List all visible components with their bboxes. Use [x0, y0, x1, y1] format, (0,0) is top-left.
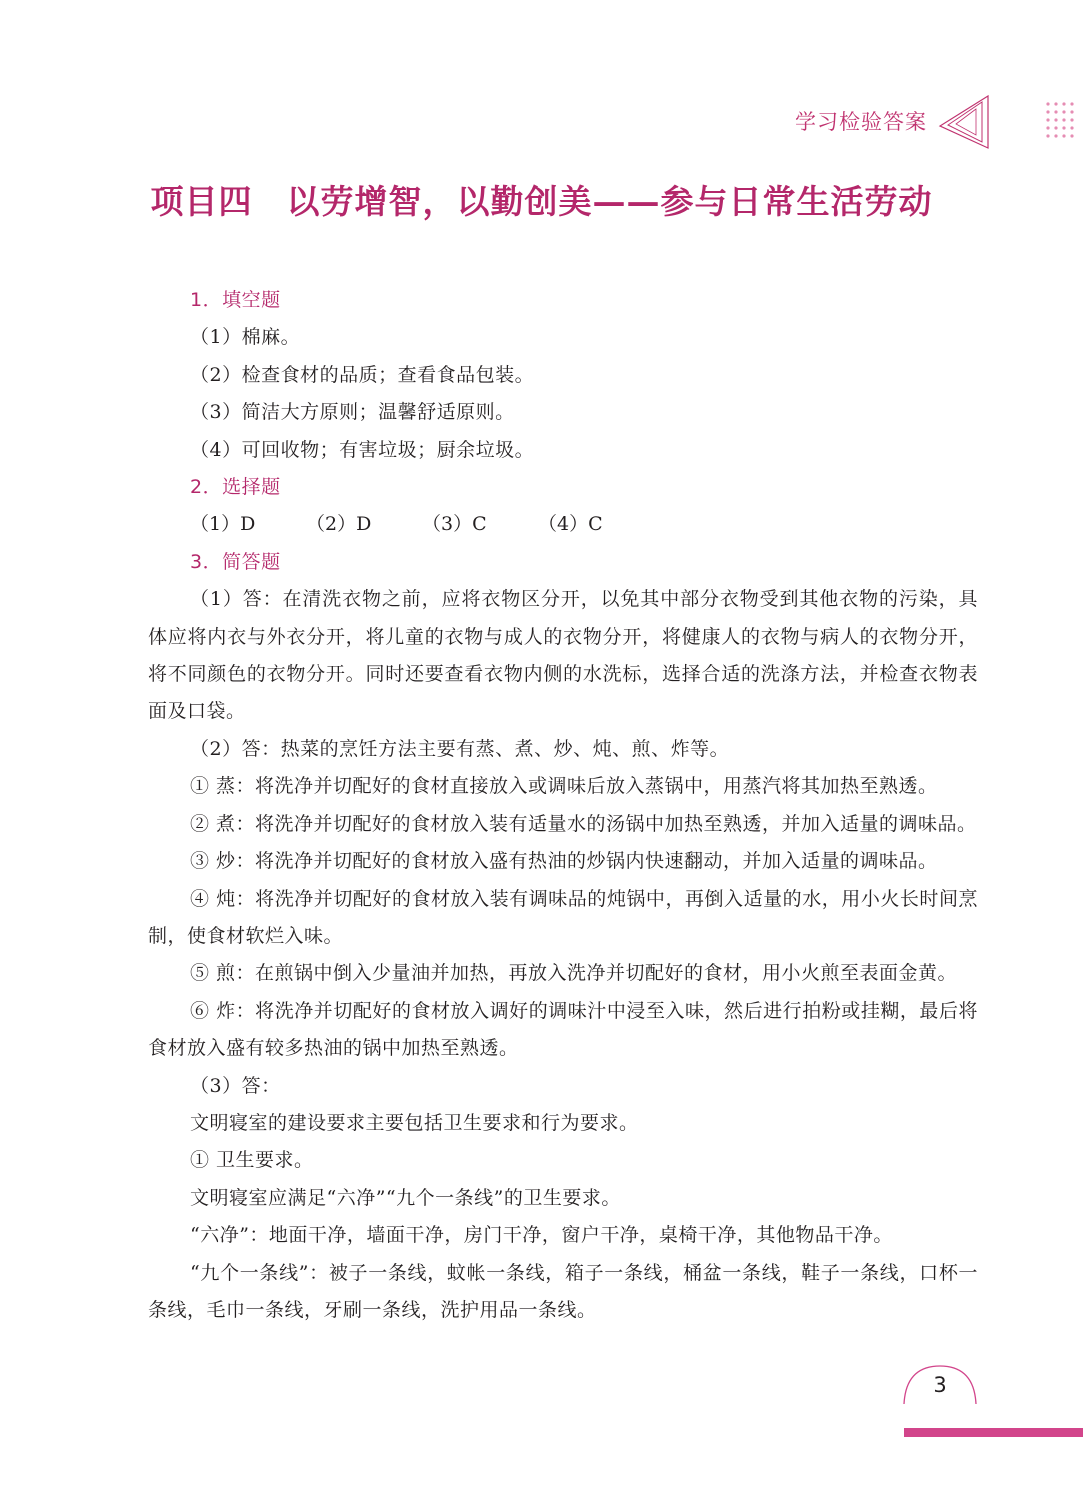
- short-answer-paragraph: ① 蒸：将洗净并切配好的食材直接放入或调味后放入蒸锅中，用蒸汽将其加热至熟透。: [190, 775, 938, 798]
- section-heading-choice: 2．选择题: [190, 476, 281, 499]
- choice-answer: （3）C: [422, 513, 487, 536]
- section-heading-short: 3．简答题: [190, 550, 281, 573]
- header-label: 学习检验答案: [795, 110, 927, 134]
- choice-answers: [148, 506, 978, 543]
- footer-bar: [904, 1428, 1083, 1437]
- fill-answer: （3）简洁大方原则；温馨舒适原则。: [190, 401, 515, 424]
- fill-answer: （1）棉麻。: [190, 326, 301, 349]
- page-title: 项目四 以劳增智，以勤创美——参与日常生活劳动: [150, 182, 933, 221]
- dot-grid-icon: [1045, 100, 1081, 140]
- short-answer-paragraph: ① 卫生要求。: [190, 1149, 314, 1172]
- triangle-logo-icon: [936, 92, 994, 152]
- short-answer-paragraph: ③ 炒：将洗净并切配好的食材放入盛有热油的炒锅内快速翻动，并加入适量的调味品。: [190, 850, 938, 873]
- short-answer-paragraph: “九个一条线”：被子一条线，蚊帐一条线，箱子一条线，桶盆一条线，鞋子一条线，口杯一条线，毛巾一条线，牙刷一条线，洗护用品一条线。: [148, 1261, 978, 1321]
- section-heading-fill: 1．填空题: [190, 289, 281, 311]
- short-answer-paragraph: （3）答：: [190, 1074, 281, 1097]
- short-answer-paragraph: （2）答：热菜的烹饪方法主要有蒸、煮、炒、炖、煎、炸等。: [190, 737, 730, 760]
- short-answer-paragraph: 文明寝室应满足“六净”“九个一条线”的卫生要求。: [190, 1186, 621, 1209]
- choice-answer: （2）D: [306, 513, 372, 536]
- choice-answer: （4）C: [538, 513, 603, 536]
- choice-answer: （1）D: [190, 513, 256, 536]
- short-answer-paragraph: （1）答：在清洗衣物之前，应将衣物区分开，以免其中部分衣物受到其他衣物的污染，具体应将内衣与外衣分开，将儿童的衣物与成人的衣物分开，将健康人的衣物与病人的衣物分开，将不同颜色的衣物分开。同时还要查看衣物内侧的水洗标，选择合适的洗涤方法，并检查衣物表面及口袋。: [148, 588, 978, 723]
- short-answer-paragraph: ⑤ 煎：在煎锅中倒入少量油并加热，再放入洗净并切配好的食材，用小火煎至表面金黄。: [190, 962, 958, 985]
- answer-content: [148, 282, 978, 1329]
- fill-answer: （4）可回收物；有害垃圾；厨余垃圾。: [190, 438, 535, 461]
- fill-answer: （2）检查食材的品质；查看食品包装。: [190, 363, 535, 386]
- short-answer-paragraph: ④ 炖：将洗净并切配好的食材放入装有调味品的炖锅中，再倒入适量的水，用小火长时间烹制，使食材软烂入味。: [148, 887, 978, 947]
- short-answer-paragraph: “六净”：地面干净，墙面干净，房门干净，窗户干净，桌椅干净，其他物品干净。: [190, 1224, 893, 1247]
- short-answer-paragraph: 文明寝室的建设要求主要包括卫生要求和行为要求。: [190, 1111, 639, 1134]
- short-answer-paragraph: ⑥ 炸：将洗净并切配好的食材放入调好的调味汁中浸至入味，然后进行拍粉或挂糊，最后将食材放入盛有较多热油的锅中加热至熟透。: [148, 999, 978, 1060]
- short-answer-paragraph: ② 煮：将洗净并切配好的食材放入装有适量水的汤锅中加热至熟透，并加入适量的调味品。: [190, 812, 977, 835]
- page-number: 3: [933, 1373, 947, 1397]
